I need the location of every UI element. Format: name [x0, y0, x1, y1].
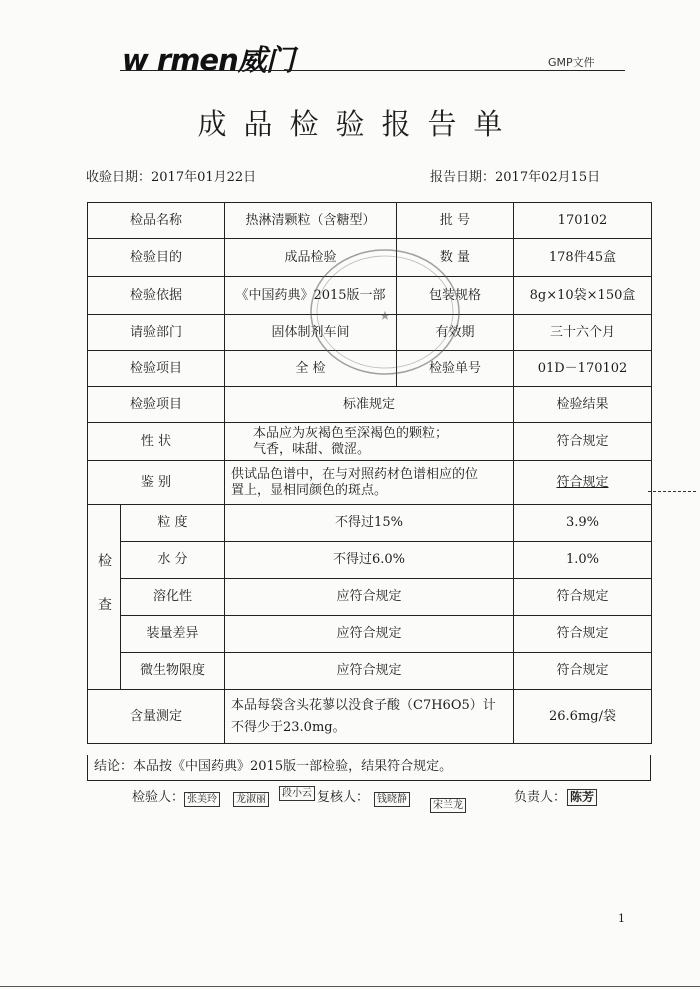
assay-standard-line-1: 本品每袋含头花蓼以没食子酸（C7H6O5）计: [231, 697, 496, 713]
table-row: [88, 461, 652, 505]
quantity-label: 数 量: [397, 239, 514, 277]
col-header-standard: 标准规定: [225, 387, 514, 423]
spec-label: 包装规格: [397, 277, 514, 315]
col-header-item: 检验项目: [88, 387, 225, 423]
conclusion: 结论：本品按《中国药典》2015版一部检验，结果符合规定。: [87, 755, 651, 781]
table-row: [88, 423, 652, 461]
check-standard: 应符合规定: [225, 579, 514, 616]
product-name: 热淋清颗粒（含糖型）: [225, 203, 397, 239]
check-label: 装量差异: [121, 616, 225, 653]
check-standard: 不得过15%: [225, 505, 514, 542]
appearance-standard: [225, 423, 514, 461]
table-row: [88, 387, 652, 423]
inspector-signature: 张美玲: [184, 792, 220, 807]
header-divider: [120, 70, 625, 71]
check-label: 水 分: [121, 542, 225, 579]
check-label: 粒 度: [121, 505, 225, 542]
item-label: 检验项目: [88, 351, 225, 387]
svg-text:★: ★: [379, 309, 391, 324]
identification-label: 鉴 别: [88, 461, 225, 505]
dept-label: 请验部门: [88, 315, 225, 351]
dept: 固体制剂车间: [225, 315, 397, 351]
item: 全 检: [225, 351, 397, 387]
check-result: 符合规定: [514, 653, 652, 690]
manager-label: 负责人：: [514, 790, 567, 805]
table-row: [88, 579, 652, 616]
check-label: 微生物限度: [121, 653, 225, 690]
inspector-label: 检验人：: [132, 790, 185, 805]
check-group-label: [88, 505, 121, 690]
table-row: [88, 690, 652, 744]
batch-number: 170102: [514, 203, 652, 239]
report-date: 报告日期：2017年02月15日: [430, 170, 601, 185]
check-label: 溶化性: [121, 579, 225, 616]
quality-seal: [305, 242, 465, 382]
purpose: 成品检验: [225, 239, 397, 277]
validity-label: 有效期: [397, 315, 514, 351]
identification-standard-line-2: 置上，显相同颜色的斑点。: [231, 482, 388, 498]
reviewer-label: 复核人：: [317, 790, 370, 805]
check-standard: 应符合规定: [225, 616, 514, 653]
assay-label: 含量测定: [88, 690, 225, 744]
appearance-standard-line-2: 气香，味甜、微涩。: [253, 441, 371, 457]
table-row: [88, 203, 652, 239]
company-logo: w rmen威门: [122, 43, 294, 77]
check-standard: 不得过6.0%: [225, 542, 514, 579]
assay-result: 26.6mg/袋: [514, 690, 652, 744]
inspector-signature: 龙淑丽: [233, 792, 269, 807]
spec: 8g×10袋×150盒: [514, 277, 652, 315]
table-row: [88, 505, 652, 542]
product-name-label: 检品名称: [88, 203, 225, 239]
identification-standard: [225, 461, 514, 505]
page-number: 1: [618, 912, 625, 925]
identification-result: 符合规定: [514, 461, 652, 505]
check-group-text: 检查: [96, 553, 112, 641]
report-no: 01D－170102: [514, 351, 652, 387]
basis: 《中国药典》2015版一部: [225, 277, 397, 315]
quantity: 178件45盒: [514, 239, 652, 277]
purpose-label: 检验目的: [88, 239, 225, 277]
validity: 三十六个月: [514, 315, 652, 351]
basis-label: 检验依据: [88, 277, 225, 315]
assay-standard: [225, 690, 514, 744]
check-result: 1.0%: [514, 542, 652, 579]
reviewer-signature: 宋兰龙: [430, 798, 466, 813]
check-result: 3.9%: [514, 505, 652, 542]
assay-standard-line-2: 不得少于23.0mg。: [231, 719, 346, 735]
check-result: 符合规定: [514, 579, 652, 616]
table-row: [88, 542, 652, 579]
appearance-standard-line-1: 本品应为灰褐色至深褐色的颗粒；: [253, 425, 449, 441]
margin-mark: [648, 491, 696, 492]
report-no-label: 检验单号: [397, 351, 514, 387]
check-standard: 应符合规定: [225, 653, 514, 690]
receive-date: 收验日期：2017年01月22日: [86, 170, 257, 185]
gmp-doc-label: GMP文件: [548, 56, 595, 69]
appearance-label: 性 状: [88, 423, 225, 461]
page-title: 成品检验报告单: [197, 107, 520, 141]
identification-standard-line-1: 供试品色谱中，在与对照药材色谱相应的位: [231, 466, 479, 482]
appearance-result: 符合规定: [514, 423, 652, 461]
check-result: 符合规定: [514, 616, 652, 653]
bottom-divider: [0, 986, 700, 987]
col-header-result: 检验结果: [514, 387, 652, 423]
batch-label: 批 号: [397, 203, 514, 239]
table-row: [88, 616, 652, 653]
inspector-signature: 段小云: [279, 786, 315, 801]
table-row: [88, 653, 652, 690]
manager-signature: 陈芳: [567, 789, 597, 806]
reviewer-signature: 钱晓静: [374, 792, 410, 807]
